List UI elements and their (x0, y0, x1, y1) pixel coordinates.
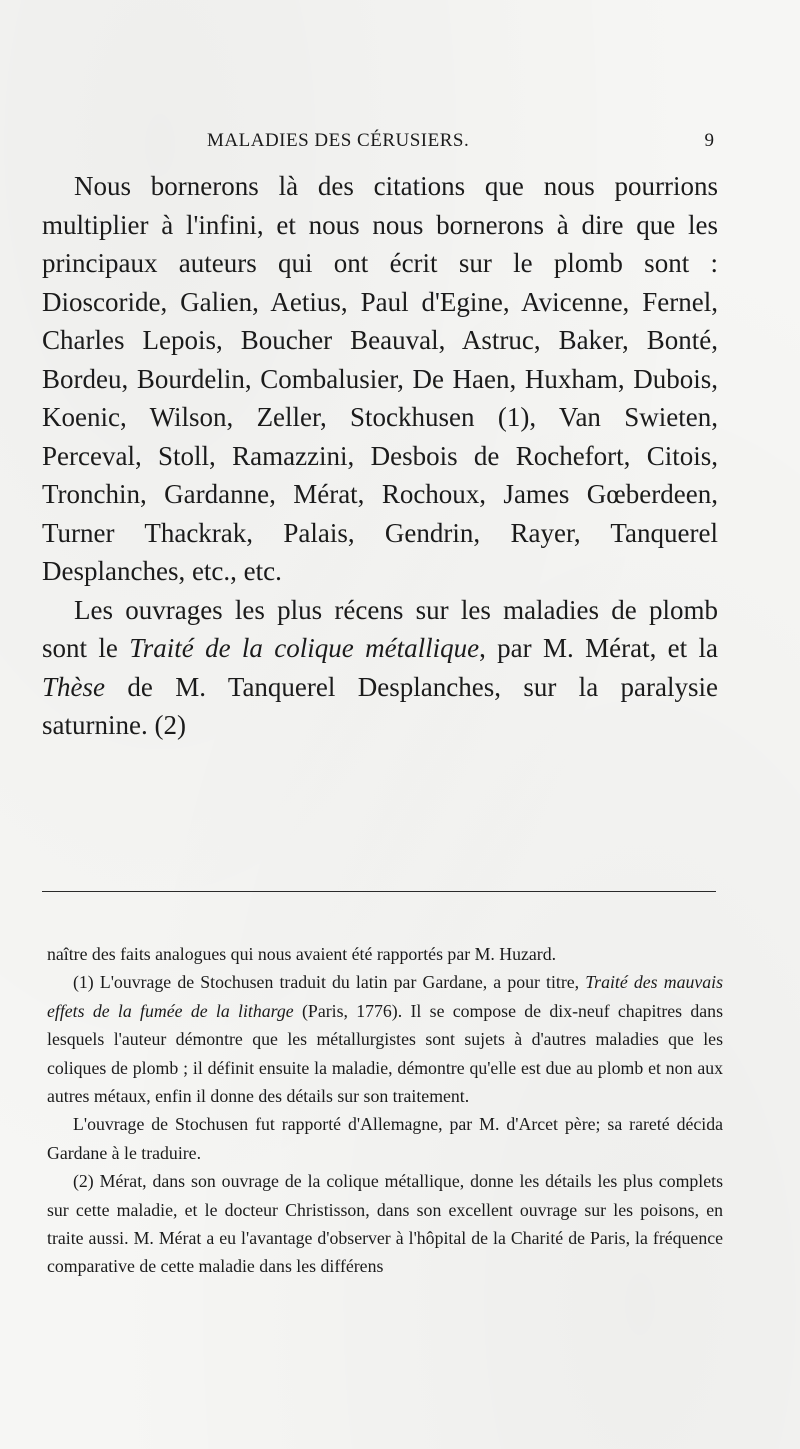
footnote-1 (47, 968, 723, 1110)
main-text (42, 167, 718, 745)
footnote-1-continued: L'ouvrage de Stochusen fut rapporté d'Allemagne, par M. d'Arcet père; sa rareté décida Gardane à le traduire. (47, 1114, 723, 1163)
paragraph-text: , par M. Mérat, et la (479, 633, 718, 663)
running-head: MALADIES DES CÉRUSIERS. (207, 130, 470, 151)
paragraph-citations: Nous bornerons là des citations que nous pourrions multiplier à l'infini, et nous nous bornerons à dire que les principaux auteurs qui ont écrit sur le plomb sont : Dioscoride, Galien, Aetius, Paul d'Egine, Avicenne, Fernel, Charles Lepois, Boucher Beauval, Astruc, Baker, Bonté, Bordeu, Bourdelin, Combalusier, De Haen, Huxham, Dubois, Koenic, Wilson, Zeller, Stockhusen (1), Van Swieten, Perceval, Stoll, Ramazzini, Desbois de Rochefort, Citois, Tronchin, Gardanne, Mérat, Rochoux, James Gœberdeen, Turner Thackrak, Palais, Gendrin, Rayer, Tanquerel Desplanches, etc., etc. (42, 171, 718, 586)
footnotes (47, 940, 723, 1281)
page-header (42, 130, 714, 156)
footnote-2: (2) Mérat, dans son ouvrage de la colique métallique, donne les détails les plus complets sur cette maladie, et le docteur Christisson, dans son excellent ouvrage sur les poisons, en traite aussi. M. Mérat a eu l'avantage d'observer à l'hôpital de la Charité de Paris, la fréquence comparative de cette maladie dans les différens (47, 1171, 723, 1277)
paragraph-text: de M. Tanquerel Desplanches, sur la paralysie saturnine. (2) (42, 671, 718, 740)
footnote-rule (42, 891, 716, 892)
page-number: 9 (704, 130, 714, 151)
italic-title: Traité de la colique métallique (129, 633, 480, 663)
footnote-continued: naître des faits analogues qui nous avaient été rapportés par M. Huzard. (47, 944, 557, 964)
italic-title: Traité des mauvais effets de la fumée de la litharge (47, 972, 723, 1021)
footnote-text: (1) L'ouvrage de Stochusen traduit du latin par Gardane, a pour titre, (73, 972, 586, 993)
footnote-text: (Paris, 1776). Il se compose de dix-neuf chapitres dans lesquels l'auteur démontre que les métallurgistes sont sujets à d'autres maladies que les coliques de plomb ; il définit ensuite la maladie, démontre qu'elle est due au plomb et non aux autres métaux, enfin il donne des détails sur son traitement. (47, 1000, 723, 1107)
paragraph-recent-works (42, 591, 718, 745)
paragraph-text: Les ouvrages les plus récens sur les maladies de plomb sont le (42, 594, 718, 663)
italic-title: Thèse (42, 671, 105, 702)
